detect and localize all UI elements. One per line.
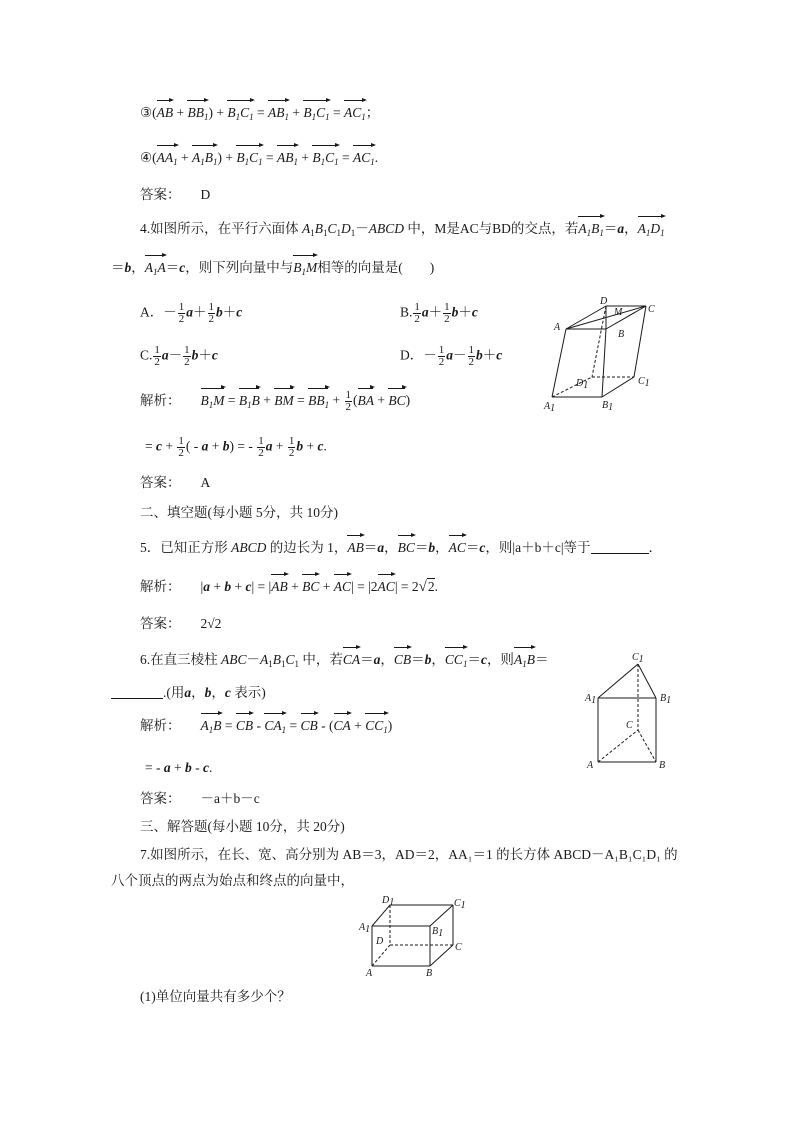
fig3-label-d1: D1 — [382, 895, 395, 908]
q6-analysis-line-1: 解析： $A_1B$ = CB - $CA_1$ = CB - $(CA + CC_1)$ — [140, 718, 393, 735]
fig3-label-a: A — [366, 968, 373, 979]
q7-line-2: 八个顶点的两点为始点和终点的向量中， — [111, 873, 354, 888]
fig1-label-d1: D1 — [576, 378, 589, 391]
fig3-label-a1: A1 — [359, 922, 371, 935]
q3-answer-line — [140, 185, 210, 205]
fig2-label-a: A — [587, 760, 594, 771]
q4-option-c: C. $\frac{1}{2}$ a－ $\frac{1}{2}$ b＋c — [140, 344, 218, 368]
section-2-heading: 二、填空题(每小题 5分，共 10分) — [140, 505, 338, 520]
fig3-label-b1: B1 — [432, 926, 444, 939]
fig1-label-a: A — [554, 322, 561, 333]
fig2-label-c: C — [626, 720, 633, 731]
q7-sub-1: (1)单位向量共有多少个？ — [140, 989, 291, 1004]
q7-line-1: 7.如图所示，在长、宽、高分别为 AB＝3，AD＝2，AA₁＝1 的长方体 ABCD－A₁B₁C₁D₁ 的 — [140, 847, 678, 862]
q5-line: 5．已知正方形 ABCD 的边长为 1，AB＝a，BC＝b，AC＝c，则|a＋b＋c|等于 ． — [140, 538, 662, 558]
fig2-label-a1: A1 — [585, 693, 597, 706]
fig1-label-d: D — [600, 296, 608, 307]
item-3-line: ③(AB + $BB_1) + B_1C_1 = AB_1 + B_1C_1 = AC_1$； — [140, 105, 380, 122]
q6-line-2: .(用a，b，c 表示) — [111, 683, 266, 703]
q5-answer-blank — [591, 540, 649, 554]
fig1-label-m: M — [614, 307, 623, 318]
q5-answer-line: 答案： 2√2 — [140, 616, 222, 631]
fig3-label-c1: C1 — [454, 898, 466, 911]
q4-analysis-line-1: 解析： $B_1M = B_1B$ + BM = $BB_1$ + $\frac{1}{2}$ (BA + BC) — [140, 389, 411, 413]
q4-line-2: ＝b，$A_1A=c$，则下列向量中与$B_1M$相等的向量是( ) — [111, 260, 435, 277]
q6-answer: －a＋b－c — [200, 791, 260, 806]
q4-answer: A — [200, 475, 211, 490]
fig1-label-b1: B1 — [602, 400, 614, 413]
parallelepiped-figure — [540, 294, 660, 414]
fig3-label-b: B — [426, 968, 433, 979]
fig1-label-b: B — [618, 329, 625, 340]
fig2-label-b1: B1 — [660, 693, 672, 706]
q6-answer-line: 答案： －a＋b－c — [140, 791, 260, 806]
item-3-num: ③ — [140, 105, 153, 120]
q6-analysis-line-2: = - a + b - c. — [145, 760, 213, 775]
item-4-num: ④ — [140, 150, 153, 165]
q5-analysis-line: 解析： |a + b + c| = |AB + BC + AC| = |2AC| = 2√2. — [140, 579, 438, 595]
cuboid-figure — [358, 892, 468, 982]
q4-option-a: A．－ $\frac{1}{2}$ a＋ $\frac{1}{2}$ b＋c — [140, 301, 243, 325]
q4-option-b: B. $\frac{1}{2}$ a＋ $\frac{1}{2}$ b＋c — [400, 301, 478, 325]
fig3-label-d: D — [376, 936, 384, 947]
q6-answer-blank — [111, 685, 163, 699]
triangular-prism-figure — [584, 650, 684, 775]
q6-line-1: 6.在直三棱柱 $ABC-A_1B_1C_1$ 中，若CA＝a，CB＝b，$CC_1=c$，则$A_1B=$ — [140, 652, 549, 669]
q4-answer-line: 答案： A — [140, 475, 211, 490]
fig1-label-c: C — [648, 304, 655, 315]
q4-analysis-line-2: = c + $\frac{1}{2}$ ( - a + b) = - $\frac{1}{2}$ a + $\frac{1}{2}$ b + c. — [145, 435, 327, 459]
section-3-heading: 三、解答题(每小题 10分，共 20分) — [140, 819, 345, 834]
q5-answer: 2√2 — [200, 616, 222, 631]
item-4-line: $④(AA_1 + A_1B_1) + B_1C_1 = AB_1 + B_1C_1 = AC_1$. — [140, 150, 379, 167]
fig1-label-c1: C1 — [638, 376, 650, 389]
fig2-label-c1: C1 — [632, 652, 644, 665]
fig3-label-c: C — [455, 942, 462, 953]
q4-line-1: 4.如图所示，在平行六面体 $A_1B_1C_1D_1-ABCD$ 中，M是AC与BD的交点，若$A_1B_1=a$，$A_1D_1$ — [140, 221, 665, 238]
q3-answer: D — [200, 187, 211, 202]
fig2-label-b: B — [659, 760, 666, 771]
answer-label: 答案： — [140, 187, 181, 202]
fig1-label-a1: A1 — [544, 401, 556, 414]
q4-option-d: D．－ $\frac{1}{2}$ a－ $\frac{1}{2}$ b＋c — [400, 344, 503, 368]
